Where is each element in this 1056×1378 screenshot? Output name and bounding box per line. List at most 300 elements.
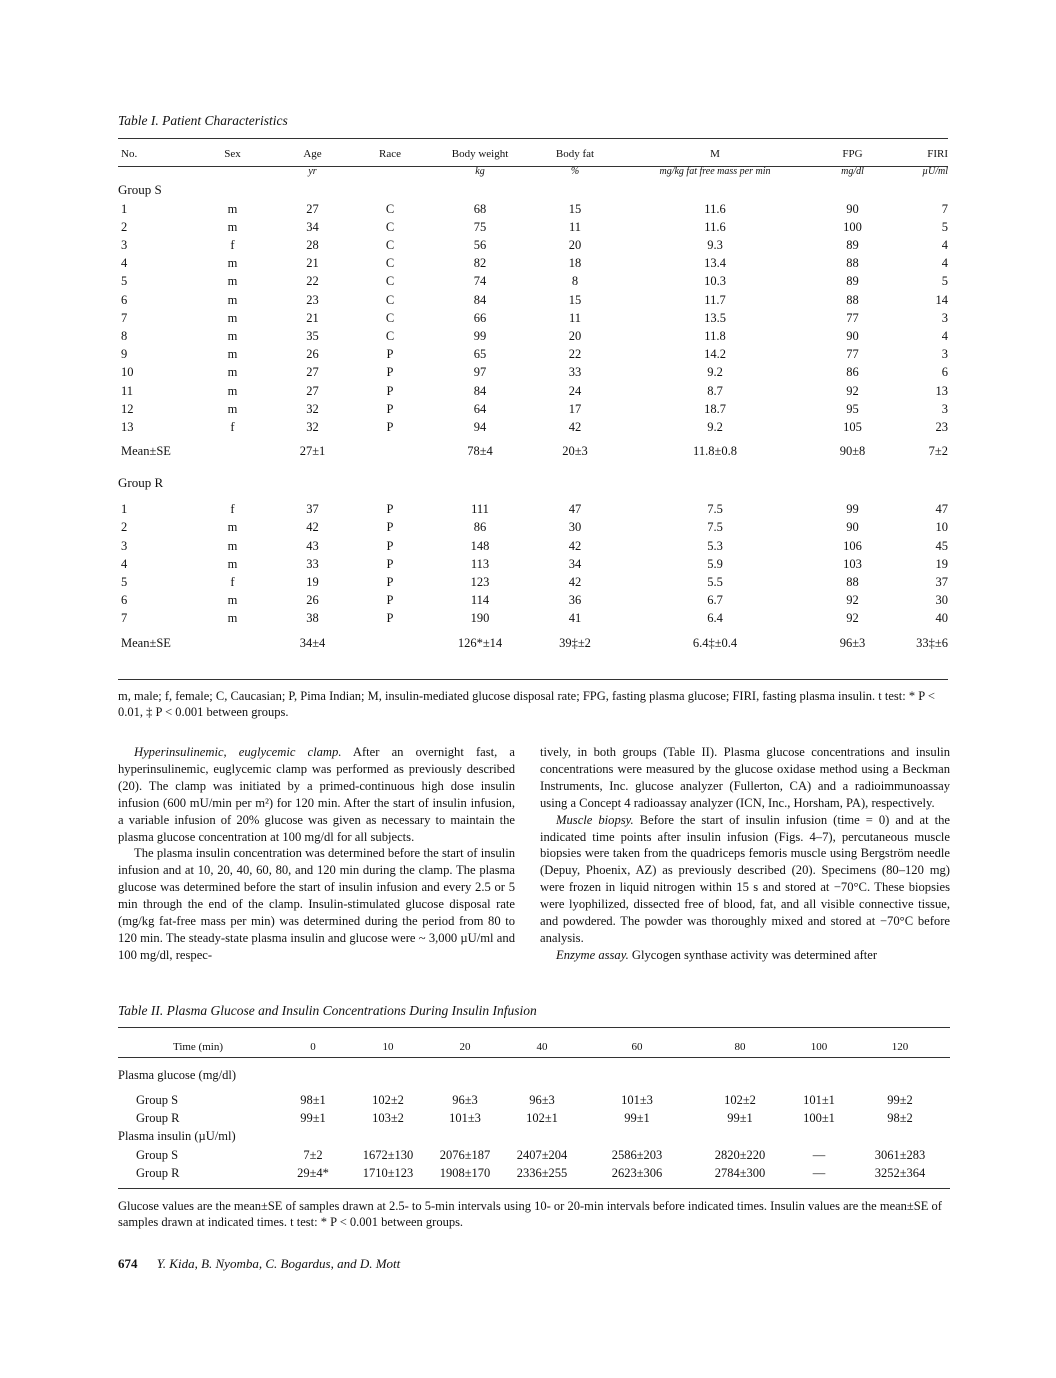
section-label: Plasma insulin (µU/ml) — [118, 1129, 236, 1144]
table-row — [118, 382, 948, 400]
table-units-row — [118, 163, 948, 181]
table-cell: 2076±187 — [439, 1147, 491, 1162]
table-cell: 5 — [121, 575, 128, 590]
mean-cell: 96±3 — [839, 635, 866, 650]
column-unit: mg/kg fat free mass per min — [659, 166, 771, 178]
table-cell: 7.5 — [707, 502, 723, 517]
table-row — [118, 418, 948, 436]
table-cell: 9.2 — [707, 420, 723, 435]
table-row — [118, 400, 948, 418]
table-cell: m — [227, 365, 238, 380]
table-cell: P — [386, 520, 394, 535]
paragraph — [540, 947, 950, 964]
table-cell: 103±2 — [372, 1111, 404, 1126]
table-row — [118, 363, 948, 381]
table-cell: 1 — [121, 502, 128, 517]
mean-cell: 6.4‡±0.4 — [692, 635, 738, 650]
table-cell: C — [385, 238, 395, 253]
table-row — [118, 591, 948, 609]
table-row — [118, 609, 948, 627]
table-cell: 90 — [846, 201, 859, 216]
table-cell: f — [230, 575, 235, 590]
table-cell: 9.2 — [707, 365, 723, 380]
table-cell: m — [227, 329, 238, 344]
column-header: 40 — [536, 1040, 548, 1053]
table-cell: 88 — [846, 292, 859, 307]
table-cell: 96±3 — [452, 1093, 478, 1107]
table-cell: 32 — [306, 401, 319, 416]
table-cell: C — [385, 256, 395, 271]
table-cell: 42 — [568, 575, 582, 590]
table-cell: P — [386, 420, 394, 435]
table-cell: m — [227, 556, 238, 571]
table-cell: 8 — [571, 274, 579, 289]
table-cell: C — [385, 201, 395, 216]
table-cell: 111 — [471, 502, 489, 517]
table-row — [118, 272, 948, 290]
table-cell: 26 — [306, 347, 319, 362]
table-cell: f — [230, 238, 235, 253]
body-left-column — [118, 744, 515, 964]
table-cell: m — [227, 538, 238, 553]
paragraph — [118, 845, 515, 963]
table-cell: 30 — [935, 593, 948, 608]
table-cell: 94 — [473, 420, 487, 435]
table-cell: 20 — [568, 238, 582, 253]
column-header: 0 — [310, 1040, 316, 1053]
table-cell: 2623±306 — [611, 1165, 663, 1180]
table-cell: P — [386, 347, 394, 362]
table-cell: 98±1 — [300, 1093, 326, 1107]
table-cell: 1672±130 — [362, 1147, 414, 1162]
table-cell: 2586±203 — [611, 1147, 663, 1162]
table-row — [118, 573, 948, 591]
table-cell: m — [227, 292, 238, 307]
table-cell: 21 — [306, 310, 319, 325]
running-authors: Y. Kida, B. Nyomba, C. Bogardus, and D. Mott — [156, 1256, 401, 1271]
table-row — [118, 1109, 950, 1127]
table-cell: 11.8 — [704, 329, 726, 344]
table-cell: 5 — [941, 219, 948, 234]
section-label: Plasma glucose (mg/dl) — [118, 1068, 237, 1082]
table-cell: 18 — [568, 256, 582, 271]
table-cell: 13.5 — [704, 310, 726, 325]
table-cell: 22 — [568, 347, 582, 362]
table-cell: 100 — [843, 219, 862, 234]
table-cell: 22 — [306, 274, 319, 289]
table-cell: 33 — [306, 556, 319, 571]
table-cell: 105 — [843, 420, 862, 435]
table-cell: 5 — [941, 274, 948, 289]
table2-caption: Table II. Plasma Glucose and Insulin Concentrations During Insulin Infusion — [118, 1003, 537, 1018]
table-cell: 89 — [846, 238, 859, 253]
table-cell: 101±1 — [803, 1093, 835, 1107]
column-header: Age — [303, 148, 322, 160]
table-cell: 38 — [306, 611, 319, 626]
table-row — [118, 218, 948, 236]
table-cell: 89 — [846, 274, 859, 289]
mean-cell: 20±3 — [562, 444, 588, 459]
column-unit: yr — [308, 166, 317, 178]
column-header: No. — [121, 148, 138, 160]
table-cell: m — [227, 274, 238, 289]
table-cell: C — [385, 219, 395, 234]
table-cell: 5.5 — [707, 575, 723, 590]
table-cell: 7±2 — [303, 1147, 323, 1162]
table-header-row — [118, 145, 948, 163]
table-cell: 43 — [306, 538, 319, 553]
table-cell: 64 — [473, 401, 487, 416]
column-header: 120 — [891, 1040, 909, 1053]
table1-top-rule — [118, 138, 948, 139]
table-cell: 11 — [568, 310, 582, 325]
table-cell: 2 — [121, 219, 128, 234]
table-cell: m — [227, 347, 238, 362]
table-cell: 77 — [846, 310, 859, 325]
table-cell: 100±1 — [803, 1111, 835, 1126]
table-row — [118, 345, 948, 363]
table-cell: 106 — [843, 538, 862, 553]
table-cell: 34 — [306, 219, 319, 234]
table-row — [118, 500, 948, 518]
table-cell: C — [385, 329, 395, 344]
table-cell: m — [227, 593, 238, 608]
table-cell: m — [227, 611, 238, 626]
table-cell: 6.4 — [707, 611, 723, 626]
table-cell: 6 — [941, 365, 948, 380]
table-cell: 5.9 — [707, 556, 723, 571]
paragraph-text: The plasma insulin concentration was determined before the start of insulin infusion and at 10, 20, 40, 60, 80, and 120 min during the clamp. The plasma glucose was determined before the start of insulin infusion and every 2.5 or 5 min through the end of the clamp. Insulin-stimulated glucose disposal rate (mg/kg fat-free mass per min) was determined during the period from 80 to 120 min. The steady-state plasma insulin and glucose were ~ 3,000 µU/ml and 100 mg/dl, respec- — [118, 846, 515, 962]
mean-cell: 33‡±6 — [916, 635, 948, 650]
table-cell: 10.3 — [704, 274, 726, 289]
column-unit: % — [570, 166, 580, 178]
row-label: Group S — [136, 1147, 179, 1162]
column-unit — [190, 163, 275, 181]
table-cell: 3061±283 — [874, 1147, 926, 1162]
table-cell: 90 — [846, 520, 859, 535]
column-header: 100 — [810, 1040, 828, 1053]
column-header: Body fat — [555, 148, 595, 160]
table-cell: m — [227, 383, 238, 398]
paragraph-lead: Hyperinsulinemic, euglycemic clamp. — [134, 745, 342, 759]
section-label-row — [118, 1059, 950, 1091]
table-cell: 13 — [121, 420, 134, 435]
paragraph-lead: Muscle biopsy. — [556, 812, 634, 827]
table-cell: C — [385, 274, 395, 289]
column-header: FIRI — [927, 148, 948, 160]
table-cell: 27 — [306, 383, 319, 398]
table-cell: 4 — [941, 256, 948, 271]
mean-cell — [350, 436, 430, 466]
paragraph — [118, 744, 515, 845]
mean-cell: 39‡±2 — [559, 635, 591, 650]
table-cell: 99±2 — [887, 1093, 913, 1107]
mean-cell — [350, 628, 430, 658]
table-cell: 3 — [941, 347, 948, 362]
section-label-row — [118, 1127, 950, 1145]
table-cell: 14.2 — [704, 347, 726, 362]
table-cell: 8 — [121, 329, 128, 344]
table-cell: 101±3 — [449, 1111, 481, 1126]
table-cell: 23 — [935, 420, 948, 435]
table-cell: 37 — [306, 502, 319, 517]
group-label-row — [118, 181, 948, 199]
table-cell: 27 — [306, 201, 319, 216]
table-cell: P — [386, 365, 394, 380]
table-cell: 34 — [568, 556, 582, 571]
table-cell: 9 — [121, 347, 128, 362]
table-cell: 190 — [470, 611, 490, 626]
table-cell: 42 — [568, 538, 582, 553]
table-cell: P — [386, 575, 394, 590]
table-cell: 3 — [941, 401, 948, 416]
table-cell: 99±1 — [727, 1111, 753, 1126]
table-row — [118, 200, 948, 218]
table-cell: 4 — [121, 556, 128, 571]
table-cell: 82 — [473, 256, 487, 271]
table-cell: 84 — [473, 292, 487, 307]
table-cell: 84 — [473, 383, 487, 398]
table-cell: 88 — [846, 575, 859, 590]
table-cell: P — [386, 611, 394, 626]
table-cell: 148 — [470, 538, 490, 553]
table-cell: 7.5 — [707, 520, 723, 535]
table-cell: 4 — [121, 256, 128, 271]
table-cell: m — [227, 219, 238, 234]
paragraph-text: Glycogen synthase activity was determined after — [628, 947, 878, 962]
body-right-column — [540, 744, 950, 964]
table-cell: 5 — [121, 274, 128, 289]
table-cell: 11.6 — [704, 219, 726, 234]
table-cell: 97 — [473, 365, 487, 380]
table1-bottom-rule — [118, 679, 948, 680]
table-cell: 29±4* — [297, 1165, 329, 1180]
table-cell: 101±3 — [621, 1093, 653, 1107]
table-cell: 7 — [941, 201, 948, 216]
group-label-row — [118, 466, 948, 500]
table-cell: 96±3 — [529, 1093, 555, 1107]
table-cell: 13 — [935, 383, 948, 398]
table-cell: 123 — [470, 575, 490, 590]
table-cell: 47 — [935, 502, 948, 517]
table-row — [118, 518, 948, 536]
table-cell: 27 — [306, 365, 319, 380]
mean-cell: 78±4 — [467, 444, 493, 459]
table-cell: 26 — [306, 593, 319, 608]
table-cell: 113 — [470, 556, 490, 571]
table1-caption: Table I. Patient Characteristics — [118, 113, 288, 128]
table2-footnote: Glucose values are the mean±SE of samples drawn at 2.5- to 5-min intervals using 10- or 20-min intervals before indicated times. Insulin values are the mean±SE of samples drawn at indicated times. t test: * P < 0.001 between groups. — [118, 1199, 942, 1229]
paragraph-text: After an overnight fast, a hyperinsulinemic, euglycemic clamp was performed as previously described (20). The clamp was initiated by a primed-continuous high dose insulin infusion (600 mU/min per m²) for 120 min. After the start of insulin infusion, a variable infusion of 20% glucose was given as necessary to maintain the plasma glucose concentration at 100 mg/dl for all subjects. — [118, 745, 515, 844]
table-cell: 15 — [568, 201, 582, 216]
table-row — [118, 254, 948, 272]
row-label: Group R — [136, 1111, 180, 1126]
column-header: 10 — [382, 1040, 394, 1053]
table-cell: 92 — [846, 611, 859, 626]
table-cell: 11.6 — [704, 201, 726, 216]
table-cell: 13.4 — [704, 256, 726, 271]
paragraph-lead: Enzyme assay. — [556, 947, 629, 962]
row-label: Group S — [136, 1093, 179, 1107]
table-cell: 75 — [473, 219, 487, 234]
mean-row — [118, 628, 948, 658]
table-cell: 6 — [121, 593, 128, 608]
table-cell: 3 — [121, 538, 128, 553]
table-cell: 103 — [843, 556, 862, 571]
table-cell: 21 — [306, 256, 319, 271]
table-cell: 92 — [846, 383, 859, 398]
mean-row — [118, 436, 948, 466]
column-header: 80 — [734, 1040, 746, 1053]
table-cell: 86 — [473, 520, 487, 535]
table-cell: 17 — [568, 401, 582, 416]
table-cell: 3 — [121, 238, 128, 253]
page-footer — [118, 1256, 400, 1272]
table-cell: 24 — [568, 383, 582, 398]
table-cell: 88 — [846, 256, 859, 271]
table-cell: 2820±220 — [714, 1147, 766, 1162]
column-header: 20 — [459, 1040, 471, 1053]
column-unit: mg/dl — [841, 166, 864, 178]
table2-glucose-insulin — [118, 1035, 950, 1182]
table2-bottom-rule — [118, 1188, 950, 1189]
table-cell: 3 — [941, 310, 948, 325]
table-cell: 14 — [935, 292, 948, 307]
table-cell: 8.7 — [707, 383, 723, 398]
mean-cell: 126*±14 — [457, 635, 503, 650]
table-cell: 7 — [121, 310, 128, 325]
column-unit: µU/ml — [922, 166, 948, 178]
table-cell: 65 — [473, 347, 487, 362]
table-cell: 33 — [568, 365, 582, 380]
table-cell: m — [227, 520, 238, 535]
table-cell: 30 — [568, 520, 582, 535]
table-cell: 12 — [121, 401, 134, 416]
table-cell: 18.7 — [704, 401, 726, 416]
mean-cell — [190, 436, 275, 466]
table-cell: P — [386, 502, 394, 517]
table-cell: 10 — [935, 520, 948, 535]
column-header: 60 — [631, 1040, 643, 1053]
table1-patient-characteristics — [118, 145, 948, 658]
table-cell: 11.7 — [704, 292, 726, 307]
mean-cell: 11.8±0.8 — [693, 444, 737, 459]
table-cell: m — [227, 256, 238, 271]
table-cell: m — [227, 401, 238, 416]
table-cell: 45 — [935, 538, 948, 553]
table-cell: — — [812, 1165, 826, 1180]
column-unit — [118, 163, 190, 181]
table-cell: 7 — [121, 611, 128, 626]
column-header: FPG — [842, 148, 863, 160]
table-cell: 74 — [473, 274, 487, 289]
page-number: 674 — [118, 1256, 138, 1271]
table-cell: 37 — [935, 575, 948, 590]
mean-cell: 27±1 — [299, 444, 326, 459]
table-cell: 114 — [470, 593, 490, 608]
table-cell: P — [386, 593, 394, 608]
table-row — [118, 327, 948, 345]
table-cell: 68 — [473, 201, 487, 216]
table-row — [118, 1146, 950, 1164]
table-cell: 56 — [473, 238, 487, 253]
table-cell: 102±1 — [526, 1111, 558, 1126]
table-cell: 9.3 — [707, 238, 723, 253]
column-unit — [350, 163, 430, 181]
table-cell: m — [227, 310, 238, 325]
table-cell: C — [385, 292, 395, 307]
table-cell: 1710±123 — [362, 1165, 414, 1180]
table-row — [118, 291, 948, 309]
column-unit: kg — [475, 166, 485, 178]
table-cell: 19 — [306, 575, 319, 590]
table-cell: 41 — [568, 611, 582, 626]
mean-cell — [190, 628, 275, 658]
table-cell: 3252±364 — [874, 1165, 926, 1180]
table-cell: f — [230, 502, 235, 517]
table-cell: P — [386, 401, 394, 416]
table-cell: 2 — [121, 520, 128, 535]
table-row — [118, 1164, 950, 1182]
table-cell: 36 — [568, 593, 582, 608]
table-cell: 102±2 — [372, 1093, 404, 1107]
table-cell: 28 — [306, 238, 319, 253]
column-header: Time (min) — [172, 1040, 223, 1053]
table-row — [118, 236, 948, 254]
mean-cell: 34±4 — [299, 635, 326, 650]
table-cell: 1 — [121, 201, 128, 216]
mean-cell: Mean±SE — [121, 444, 171, 459]
table-cell: 6 — [121, 292, 128, 307]
table-cell: m — [227, 201, 238, 216]
table-cell: 32 — [306, 420, 319, 435]
table-cell: 98±2 — [887, 1111, 913, 1126]
table-row — [118, 309, 948, 327]
table-cell: 1908±170 — [439, 1165, 491, 1180]
table-cell: 99 — [473, 329, 487, 344]
table-cell: 102±2 — [724, 1093, 756, 1107]
paragraph-text: Before the start of insulin infusion (time = 0) and at the indicated time points after insulin infusion (Figs. 4–7), percutaneous muscle biopsies were taken from the quadriceps femoris muscle using Bergström needle (Depuy, Phoenix, AZ) as previously described (20). Specimens (80–120 mg) were frozen in liquid nitrogen within 15 s and stored at −70°C. These biopsies were lyophilized, dissected free of blood, fat, and all visible connective tissue, and powdered. The powder was thoroughly mixed and stored at −70°C before analysis. — [540, 812, 950, 945]
table-cell: C — [385, 310, 395, 325]
row-label: Group R — [136, 1165, 180, 1180]
table1-footnote: m, male; f, female; C, Caucasian; P, Pima Indian; M, insulin-mediated glucose disposal rate; FPG, fasting plasma glucose; FIRI, fasting plasma insulin. t test: * P < 0.01, ‡ P < 0.001 between groups. — [118, 689, 935, 719]
paragraph-text: tively, in both groups (Table II). Plasma glucose concentrations and insulin concentrations were measured by the glucose oxidase method using a Beckman Instruments, Inc. glucose analyzer (Fullerton, CA) and a radioimmunoassay using a Concept 4 radioassay analyzer (ICN, Inc., Horsham, PA), respectively. — [540, 745, 950, 810]
table-cell: 2407±204 — [516, 1147, 568, 1162]
table-cell: 4 — [941, 329, 948, 344]
table-cell: 11 — [568, 219, 582, 234]
table-cell: 92 — [846, 593, 859, 608]
table-cell: P — [386, 538, 394, 553]
table-cell: 2784±300 — [714, 1165, 766, 1180]
column-header: M — [710, 148, 720, 160]
table-cell: 99±1 — [300, 1111, 326, 1126]
table-cell: 2336±255 — [516, 1165, 568, 1180]
table-cell: — — [812, 1147, 826, 1162]
table-cell: 35 — [306, 329, 319, 344]
table-cell: 99±1 — [624, 1111, 650, 1126]
table-cell: 90 — [846, 329, 859, 344]
table-cell: 99 — [846, 502, 859, 517]
table-cell: 5.3 — [707, 538, 723, 553]
table-cell: 20 — [568, 329, 582, 344]
table-cell: 6.7 — [707, 593, 723, 608]
table-cell: 40 — [935, 611, 948, 626]
mean-cell: 90±8 — [839, 444, 866, 459]
table-cell: 19 — [935, 556, 948, 571]
table2-top-rule — [118, 1027, 950, 1028]
table-cell: P — [386, 383, 394, 398]
table-cell: 4 — [941, 238, 948, 253]
